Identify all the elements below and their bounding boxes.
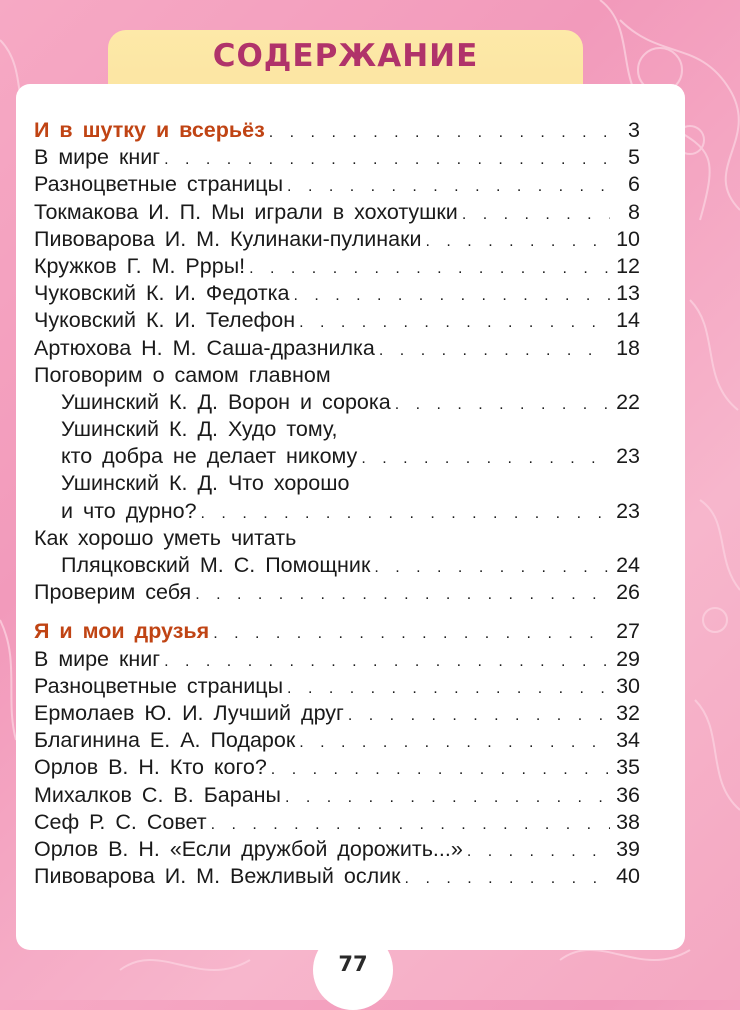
dot-leader [361,450,610,468]
toc-entry-title: Кружков Г. М. Ррры! [34,253,246,278]
toc-page-number: 34 [616,728,640,753]
toc-entry-title: Чуковский К. И. Телефон [34,308,296,333]
toc-entry [34,674,640,701]
toc-entry [34,728,640,755]
toc-entry-title: Поговорим о самом главном [34,362,331,387]
toc-entry-title: Благинина Е. А. Подарок [34,728,296,753]
toc-entry [34,308,640,335]
toc-entry [34,417,640,444]
toc-entry [34,783,640,810]
table-of-contents [34,118,640,891]
toc-entry-title: кто добра не делает никому [61,444,358,469]
dot-leader [348,707,610,725]
toc-entry-title: Разноцветные страницы [34,172,284,197]
toc-entry [34,553,640,580]
toc-page-number: 10 [616,226,640,251]
toc-entry-title: Как хорошо уметь читать [34,525,297,550]
toc-page-number: 24 [616,553,640,577]
toc-entry [34,526,640,553]
dot-leader [201,505,610,523]
toc-entry-title: В мире книг [34,145,161,170]
dot-leader [164,653,610,671]
toc-entry [34,172,640,199]
toc-entry-title: Токмакова И. П. Мы играли в хохотушки [34,199,458,224]
toc-page-number: 23 [616,498,640,523]
toc-entry-title: Артюхова Н. М. Саша-дразнилка [34,335,375,360]
toc-entry [34,336,640,363]
toc-page-number: 12 [616,253,640,278]
toc-entry-title: Проверим себя [34,580,192,605]
toc-page-number: 3 [628,118,640,142]
dot-leader [164,151,610,169]
toc-entry [34,837,640,864]
toc-entry [34,390,640,417]
toc-page-number: 6 [628,172,640,197]
toc-page-number: 14 [616,308,640,333]
toc-page-number: 23 [616,444,640,469]
page-number: 77 [338,952,368,976]
toc-entry-title: Пивоварова И. М. Вежливый ослик [34,864,401,889]
dot-leader [374,559,610,577]
toc-entry-title: Сеф Р. С. Совет [34,809,207,834]
toc-entry-title: Разноцветные страницы [34,673,284,698]
toc-entry-title: Ушинский К. Д. Что хорошо [61,471,350,496]
dot-leader [467,843,610,861]
toc-entry [34,647,640,674]
dot-leader [426,233,610,251]
toc-entry [34,471,640,498]
toc-page-number: 13 [616,281,640,306]
toc-page-number: 38 [616,809,640,834]
toc-page-number: 40 [616,864,640,889]
dot-leader [395,396,610,414]
dot-leader [249,260,610,278]
dot-leader [269,124,610,142]
toc-page-number: 5 [628,145,640,170]
toc-page-number: 26 [616,580,640,605]
dot-leader [287,178,610,196]
toc-entry [34,499,640,526]
toc-page-number: 32 [616,700,640,725]
toc-entry [34,227,640,254]
toc-entry [34,444,640,471]
toc-entry [34,145,640,172]
toc-entry-title: и что дурно? [61,498,197,523]
toc-entry [34,810,640,837]
page-title: СОДЕРЖАНИЕ [212,38,479,74]
toc-entry [34,200,640,227]
dot-leader [299,734,610,752]
dot-leader [287,680,610,698]
toc-section-heading [34,118,640,145]
dot-leader [293,287,610,305]
dot-leader [462,206,610,224]
dot-leader [379,342,610,360]
toc-entry [34,580,640,607]
toc-entry [34,755,640,782]
toc-page-number: 39 [616,836,640,861]
toc-entry-title: Орлов В. Н. «Если дружбой дорожить...» [34,836,463,861]
toc-page-number: 29 [616,646,640,671]
toc-entry-title: Ушинский К. Д. Худо тому, [61,417,338,442]
dot-leader [405,870,610,888]
toc-entry-title: Чуковский К. И. Федотка [34,281,290,306]
toc-entry-title: Я и мои друзья [34,619,210,644]
toc-entry [34,254,640,281]
toc-page-number: 35 [616,755,640,780]
toc-entry-title: Ушинский К. Д. Ворон и сорока [61,389,391,414]
toc-entry-title: И в шутку и всерьёз [34,118,265,142]
toc-page-number: 27 [616,619,640,644]
toc-entry [34,363,640,390]
dot-leader [285,789,610,807]
toc-page-number: 8 [628,199,640,224]
toc-entry [34,864,640,891]
dot-leader [213,625,610,643]
toc-section-heading [34,619,640,646]
toc-entry [34,281,640,308]
toc-entry-title: Ермолаев Ю. И. Лучший друг [34,700,344,725]
toc-page-number: 18 [616,335,640,360]
dot-leader [211,816,610,834]
toc-entry-title: Орлов В. Н. Кто кого? [34,755,267,780]
toc-entry-title: Пляцковский М. С. Помощник [61,553,371,577]
toc-entry-title: Михалков С. В. Бараны [34,782,281,807]
toc-entry [34,701,640,728]
dot-leader [195,586,610,604]
dot-leader [271,761,610,779]
toc-page-number: 22 [616,389,640,414]
toc-entry-title: Пивоварова И. М. Кулинаки-пулинаки [34,226,422,251]
toc-page-number: 36 [616,782,640,807]
dot-leader [299,314,610,332]
toc-page-number: 30 [616,673,640,698]
toc-entry-title: В мире книг [34,646,161,671]
